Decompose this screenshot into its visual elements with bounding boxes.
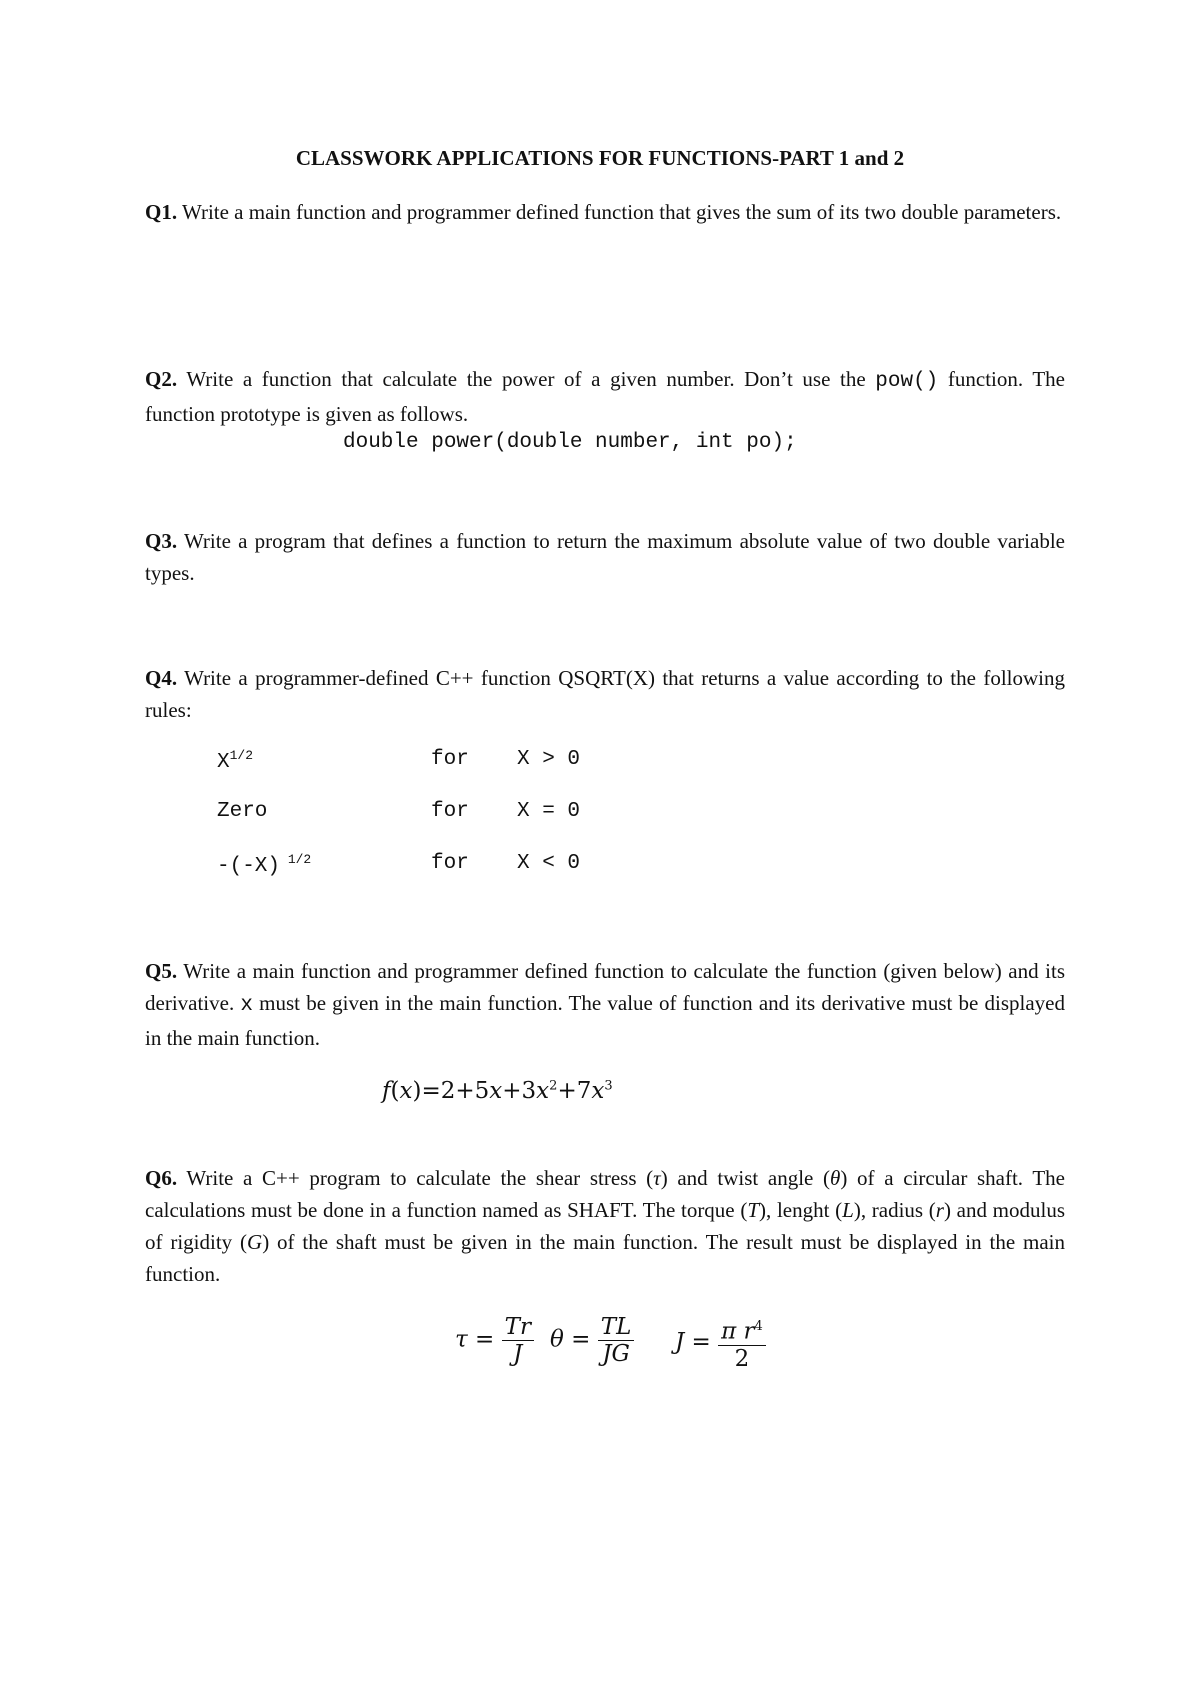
question-5-code: x xyxy=(240,994,253,1017)
shear-stress-formula: τ = $\frac{Tr}{J}$ xyxy=(455,1314,534,1367)
question-3-text: Write a program that defines a function to return the maximum absolute value of two double variable types. xyxy=(145,529,1065,585)
rule-1-for: for xyxy=(431,748,469,771)
rule-1-condition: X > 0 xyxy=(517,748,581,771)
question-4-label: Q4. xyxy=(145,666,178,690)
question-5-label: Q5. xyxy=(145,959,178,983)
question-1-text: Write a main function and programmer defined function that gives the sum of its two double parameters. xyxy=(177,200,1062,224)
rule-2-for: for xyxy=(431,800,469,823)
rule-1-value: $X^{1/2}$ xyxy=(217,748,254,774)
question-2-label: Q2. xyxy=(145,367,178,391)
rule-2-value: Zero xyxy=(217,800,268,823)
power-prototype: double power(double number, int po); xyxy=(343,431,797,454)
rule-3-condition: X < 0 xyxy=(517,852,581,875)
question-6: Q6. Write a C++ program to calculate the shear stress (τ) and twist angle (θ) of a circular shaft. The calculations must be done in a function named as SHAFT. The torque (T), lenght (L), radius (r) and modulus of rigidity (G) of the shaft must be given in the main function. The result must be displayed in the main function. xyxy=(145,1166,1066,1286)
question-2-text-b: function. The function prototype is given as follows. xyxy=(145,367,1065,426)
rule-3-for: for xyxy=(431,852,469,875)
rule-2-condition: X = 0 xyxy=(517,800,581,823)
question-2-text-a: Write a function that calculate the power of a given number. Don’t use the xyxy=(177,367,876,391)
question-1 xyxy=(145,196,1065,228)
rule-3-value: -(-X) $^{1/2}$ xyxy=(217,852,312,878)
document-title: CLASSWORK APPLICATIONS FOR FUNCTIONS-PART 1 and 2 xyxy=(295,146,905,170)
question-2-code: pow() xyxy=(875,370,939,393)
question-5 xyxy=(145,955,1065,1054)
twist-angle-formula: θ = $\frac{TL}{JG}$ xyxy=(550,1314,634,1367)
question-3-label: Q3. xyxy=(145,529,178,553)
polynomial-formula: $f(x)=2+5x+3x^2+7x^3$ xyxy=(382,1078,613,1104)
question-5-text-a: Write a main function and programmer defined function to calculate the function (given below) and its derivative. xyxy=(145,959,1065,1015)
question-3 xyxy=(145,525,1065,589)
polar-moment-formula: J = $\frac{\pi r^4}{2}$ xyxy=(675,1314,766,1372)
question-5-text-b: must be given in the main function. The value of function and its derivative must be displayed in the main function. xyxy=(145,991,1065,1050)
question-1-label: Q1. xyxy=(145,200,178,224)
question-6-label: Q6. xyxy=(145,1166,178,1190)
question-4-text: Write a programmer-defined C++ function QSQRT(X) that returns a value according to the following rules: xyxy=(145,666,1065,722)
question-4 xyxy=(145,662,1065,726)
question-2 xyxy=(145,363,1065,430)
